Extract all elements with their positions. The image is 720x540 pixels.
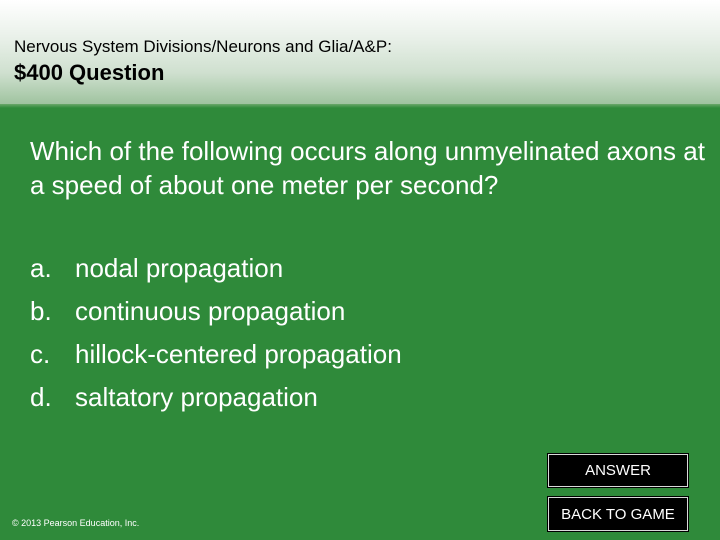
option-text: saltatory propagation [75, 382, 318, 412]
copyright-text: © 2013 Pearson Education, Inc. [12, 518, 140, 528]
option-text: nodal propagation [75, 253, 284, 283]
back-to-game-button[interactable]: BACK TO GAME [548, 497, 688, 531]
option-a [30, 247, 402, 290]
option-text: continuous propagation [75, 296, 346, 326]
answer-options-list [30, 247, 402, 419]
category-label: Nervous System Divisions/Neurons and Glia/A&P: [14, 37, 392, 56]
option-d [30, 376, 402, 419]
question-text: Which of the following occurs along unmyelinated axons at a speed of about one meter per second? [30, 136, 705, 200]
question-value-title: $400 Question [14, 60, 165, 85]
option-letter: b. [30, 296, 52, 326]
option-letter: d. [30, 382, 52, 412]
answer-button[interactable]: ANSWER [548, 454, 688, 487]
option-c [30, 333, 402, 376]
option-text: hillock-centered propagation [75, 339, 402, 369]
option-b [30, 290, 402, 333]
header-divider [0, 104, 720, 108]
option-letter: a. [30, 253, 52, 283]
option-letter: c. [30, 339, 51, 369]
